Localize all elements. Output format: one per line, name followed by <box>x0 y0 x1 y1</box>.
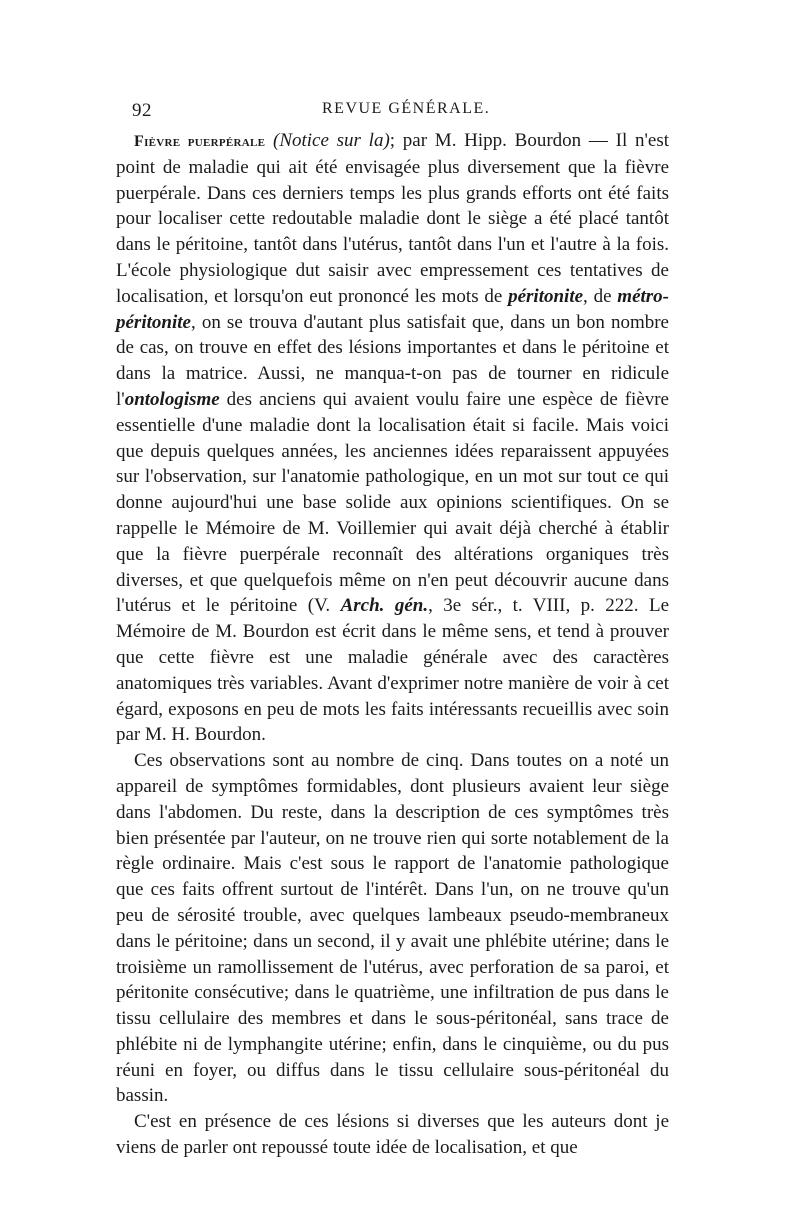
article-body <box>116 128 669 1161</box>
article-heading-title: Fièvre puerpérale <box>134 133 266 150</box>
term-ontologisme: ontologisme <box>124 388 220 410</box>
article-heading-author: ; par M. Hipp. Bourdon <box>389 130 582 151</box>
paragraph-2: Ces observations sont au nombre de cinq. Dans toutes on a noté un appareil de symptômes formidables, dont plusieurs avaient leur siège dans l'abdomen. Du reste, dans la description de ces symptômes très bien présentée par l'auteur, on ne trouve rien qui sorte notablement de la règle ordinaire. Mais c'est sous le rapport de l'anatomie pathologique que ces faits offrent surtout de l'intérêt. Dans l'un, on ne trouve qu'un peu de sérosité trouble, avec quelques lambeaux pseudo-membraneux dans le péritoine; dans un second, il y avait une phlébite utérine; dans le troisième un ramollissement de l'utérus, avec perforation de sa paroi, et péritonite consécutive; dans le quatrième, une infiltration de pus dans le tissu cellulaire des membres et dans le sous-péritonéal, sans trace de phlébite ni de lymphangite utérine; enfin, dans le cinquième, ou du pus réuni en foyer, ou diffus dans le tissu cellulaire sous-péritonéal du bassin. <box>116 750 669 1107</box>
running-title: REVUE GÉNÉRALE. <box>322 100 491 117</box>
article-heading-notice: (Notice sur la) <box>273 130 390 151</box>
reference-journal: Arch. gén. <box>340 595 429 617</box>
paragraph-1-part-d: des anciens qui avaient voulu faire une espèce de fièvre essentielle d'une maladie dont la localisation était si facile. Mais voici que depuis quelques années, les anciennes idées reparaissent appuyées sur l'observation, sur l'anatomie pathologique, en un mot sur tout ce qui donne aujourd'hui une base solide aux opinions scientifiques. On se rappelle le Mémoire de M. Voillemier qui avait déjà cherché à établir que la fièvre puerpérale reconnaît des altérations organiques très diverses, et que quelquefois même on n'en peut découvrir aucune dans l'utérus et le péritoine (V. <box>116 388 669 617</box>
page-number: 92 <box>132 100 152 121</box>
paragraph-1-part-c: , on se trouva d'autant plus satisfait que, dans un bon nombre de cas, on trouve en effet des lésions importantes et dans le péritoine et dans la matrice. Aussi, ne manqua-t-on pas de tourner en ridicule l' <box>116 311 669 410</box>
paragraph-1-part-a: — Il n'est point de maladie qui ait été envisagée plus diversement que la fièvre puerpérale. Dans ces derniers temps les plus grands efforts ont été faits pour localiser cette redoutable maladie dont le siège a été placé tantôt dans le péritoine, tantôt dans l'utérus, tantôt dans l'un et l'autre à la fois. L'école physiologique dut saisir avec empressement ces tentatives de localisation, et lorsqu'on eut prononcé les mots de <box>116 130 670 307</box>
page-header <box>132 100 668 122</box>
paragraph-1 <box>116 128 669 748</box>
paragraph-1-part-e: , 3e sér., t. VIII, p. 222. Le Mémoire de M. Bourdon est écrit dans le même sens, et tend à prouver que cette fièvre est une maladie générale avec des caractères anatomiques très variables. Avant d'exprimer notre manière de voir à cet égard, exposons en peu de mots les faits intéressants recueillis avec soin par M. H. Bourdon. <box>116 595 670 746</box>
paragraph-1-part-b: , de <box>583 285 612 307</box>
term-metro-peritonite: métro-péritonite <box>116 285 670 333</box>
paragraph-3: C'est en présence de ces lésions si diverses que les auteurs dont je viens de parler ont repoussé toute idée de localisation, et que <box>116 1111 669 1159</box>
term-peritonite: péritonite <box>508 285 584 307</box>
